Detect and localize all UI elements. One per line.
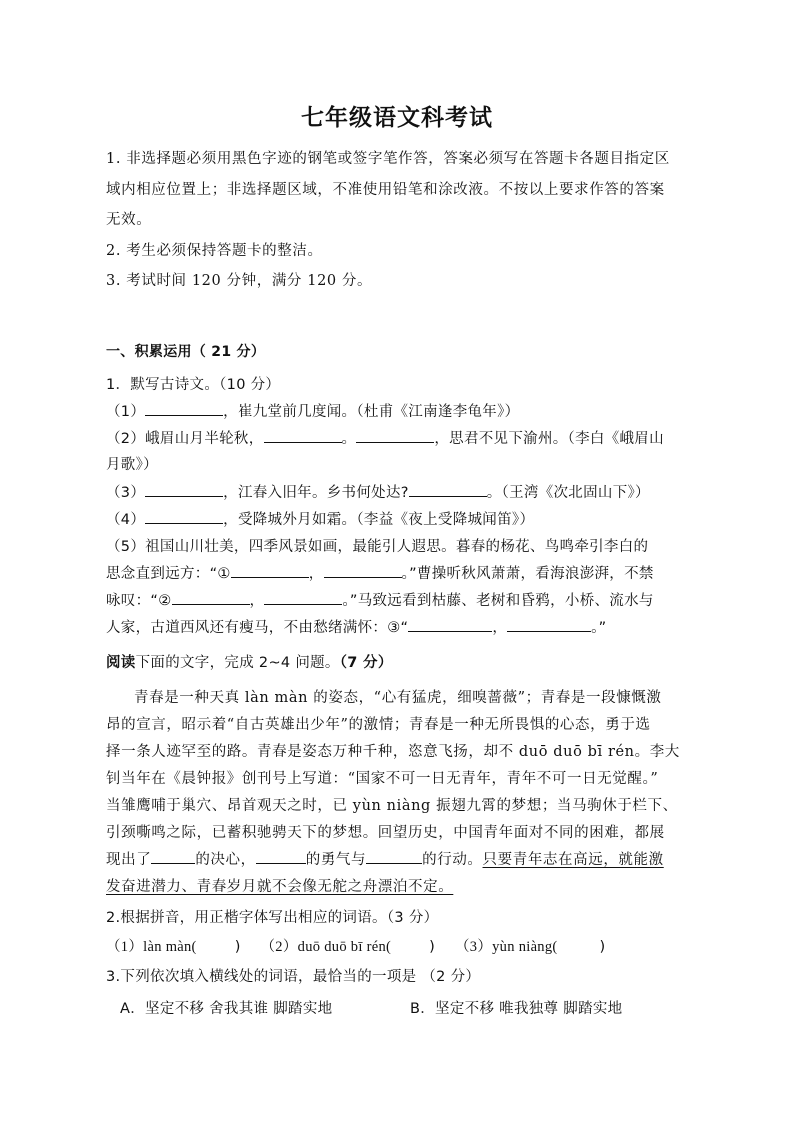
option-b[interactable]: B．坚定不移 唯我独尊 脚踏实地 [410,1001,623,1017]
passage-line: 昂的宣言，昭示着“自古英雄出少年”的激情；青春是一种无所畏惧的心态，勇于选 [106,717,651,733]
passage-line: 现出了 的决心， 的勇气与 的行动。只要青年志在高远，就能激 [106,848,664,869]
q1-line-3: （3） ，江春入旧年。乡书何处达? 。（王湾《次北固山下》） [106,481,650,502]
underlined-text: 只要青年志在高远，就能激 [482,852,664,868]
instruction-line: 1. 非选择题必须用黑色字迹的钢笔或签字笔作答，答案必须写在答题卡各题目指定区 [106,151,670,167]
q2-items: （1）làn màn( ) （2）duō duō bī rén( ) （3）yùn niàng( ) [106,939,606,955]
instruction-line: 2. 考生必须保持答题卡的整洁。 [106,243,323,259]
instruction-line: 无效。 [106,212,152,228]
section-heading: 一、积累运用（ 21 分） [106,344,266,360]
passage-blank[interactable] [366,848,422,864]
question-1-title: 1．默写古诗文。（10 分） [106,377,281,393]
q3-options [120,997,622,1018]
q1-line-1: （1） ，崔九堂前几度闻。（杜甫《江南逢李龟年》） [106,400,519,421]
answer-blank[interactable] [408,616,492,632]
instruction-line: 域内相应位置上；非选择题区域，不准使用铅笔和涂改液。不按以上要求作答的答案 [106,182,665,198]
answer-blank[interactable] [264,589,342,605]
page-title: 七年级语文科考试 [301,105,493,131]
reading-instruction: 阅读下面的文字，完成 2~4 问题。（7 分） [106,655,393,671]
question-3-title: 3.下列依次填入横线处的词语，最恰当的一项是 （2 分） [106,969,481,985]
answer-blank[interactable] [231,562,309,578]
q1-line-2b: 月歌》） [106,457,158,473]
instruction-line: 3. 考试时间 120 分钟，满分 120 分。 [106,273,373,289]
passage-line: 引颈嘶鸣之际，已蓄积驰骋天下的梦想。回望历史，中国青年面对不同的困难，都展 [106,825,665,841]
answer-blank[interactable] [264,427,342,443]
answer-blank[interactable] [409,481,487,497]
q1-line-6: 思念直到远方：“① ， 。”曹操听秋风萧萧，看海浪澎湃，不禁 [106,562,654,583]
question-2-title: 2.根据拼音，用正楷字体写出相应的词语。（3 分） [106,910,439,926]
q1-line-7: 咏叹：“② ， 。”马致远看到枯藤、老树和昏鸦，小桥、流水与 [106,589,654,610]
answer-blank[interactable] [172,589,250,605]
passage-line: 钊当年在《晨钟报》创刊号上写道：“国家不可一日无青年，青年不可一日无觉醒。” [106,771,659,787]
option-a[interactable]: A．坚定不移 舍我其谁 脚踏实地 [120,1001,333,1017]
answer-blank[interactable] [145,400,223,416]
answer-blank[interactable] [507,616,591,632]
passage-blank[interactable] [151,848,195,864]
answer-blank[interactable] [145,481,223,497]
passage-line: 当雏鹰哺于巢穴、昂首观天之时，已 yùn niàng 振翅九霄的梦想；当马驹休于栏下、 [106,798,678,814]
q1-line-8: 人家，古道西风还有瘦马，不由愁绪满怀：③“ ， 。” [106,616,607,637]
answer-blank[interactable] [356,427,434,443]
passage-line: 择一条人迹罕至的路。青春是姿态万种千种，恣意飞扬，却不 duō duō bī rén。李大 [106,744,680,760]
passage-line-underlined: 发奋进潜力、青春岁月就不会像无舵之舟漂泊不定。 [106,879,454,895]
q1-line-2: （2）峨眉山月半轮秋， 。 ，思君不见下渝州。（李白《峨眉山 [106,427,664,448]
answer-blank[interactable] [145,508,223,524]
passage-blank[interactable] [256,848,306,864]
q1-line-5: （5）祖国山川壮美，四季风景如画，最能引人遐思。暮春的杨花、鸟鸣牵引李白的 [106,539,649,555]
passage-line: 青春是一种天真 làn màn 的姿态，“心有猛虎，细嗅蔷薇”；青春是一段慷慨激 [134,690,662,706]
q1-line-4: （4） ，受降城外月如霜。（李益《夜上受降城闻笛》） [106,508,534,529]
answer-blank[interactable] [324,562,402,578]
